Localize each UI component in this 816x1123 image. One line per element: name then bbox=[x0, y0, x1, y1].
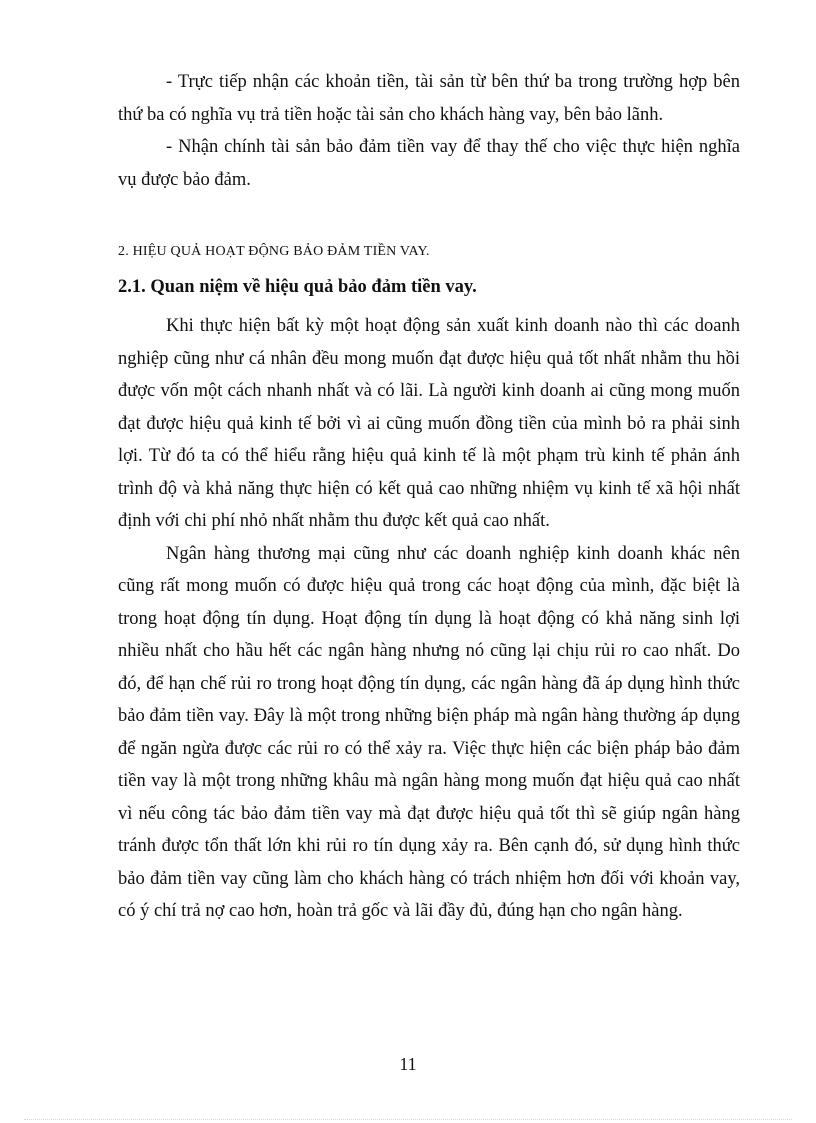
body-paragraph-bank-credit: Ngân hàng thương mại cũng như các doanh nghiệp kinh doanh khác nên cũng rất mong muốn có được hiệu quả trong các hoạt động của mình, đặc biệt là trong hoạt động tín dụng. Hoạt động tín dụng là hoạt động có khả năng sinh lợi nhiều nhất cho hầu hết các ngân hàng nhưng nó cũng lại chịu rủi ro cao nhất. Do đó, để hạn chế rủi ro trong hoạt động tín dụng, các ngân hàng đã áp dụng hình thức bảo đảm tiền vay. Đây là một trong những biện pháp mà ngân hàng thường áp dụng để ngăn ngừa được các rủi ro có thể xảy ra. Việc thực hiện các biện pháp bảo đảm tiền vay là một trong những khâu mà ngân hàng mong muốn đạt hiệu quả cao nhất vì nếu công tác bảo đảm tiền vay mà đạt được hiệu quả tốt thì sẽ giúp ngân hàng tránh được tổn thất lớn khi rủi ro tín dụng xảy ra. Bên cạnh đó, sử dụng hình thức bảo đảm tiền vay cũng làm cho khách hàng có trách nhiệm hơn đối với khoản vay, có ý chí trả nợ cao hơn, hoàn trả gốc và lãi đầy đủ, đúng hạn cho ngân hàng. bbox=[118, 543, 740, 921]
section-heading: 2. HIỆU QUẢ HOẠT ĐỘNG BẢO ĐẢM TIỀN VAY. bbox=[118, 244, 430, 259]
subsection-heading: 2.1. Quan niệm về hiệu quả bảo đảm tiền vay. bbox=[118, 277, 477, 297]
page-number: 11 bbox=[399, 1054, 417, 1074]
bullet-paragraph-receive-assets: - Trực tiếp nhận các khoản tiền, tài sản từ bên thứ ba trong trường hợp bên thứ ba có nghĩa vụ trả tiền hoặc tài sản cho khách hàng vay, bên bảo lãnh. bbox=[118, 72, 740, 125]
page-content bbox=[118, 66, 740, 928]
bullet-paragraph-take-collateral: - Nhận chính tài sản bảo đảm tiền vay để thay thế cho việc thực hiện nghĩa vụ được bảo đảm. bbox=[118, 137, 740, 190]
page-bottom-divider bbox=[24, 1119, 792, 1120]
body-paragraph-economic-efficiency: Khi thực hiện bất kỳ một hoạt động sản xuất kinh doanh nào thì các doanh nghiệp cũng như cá nhân đều mong muốn đạt được hiệu quả tốt nhất nhằm thu hồi được vốn một cách nhanh nhất và có lãi. Là người kinh doanh ai cũng mong muốn đạt được hiệu quả kinh tế bởi vì ai cũng muốn đồng tiền của mình bỏ ra phải sinh lợi. Từ đó ta có thể hiểu rằng hiệu quả kinh tế là một phạm trù kinh tế phản ánh trình độ và khả năng thực hiện có kết quả cao những nhiệm vụ kinh tế xã hội nhất định với chi phí nhỏ nhất nhằm thu được kết quả cao nhất. bbox=[118, 316, 740, 531]
